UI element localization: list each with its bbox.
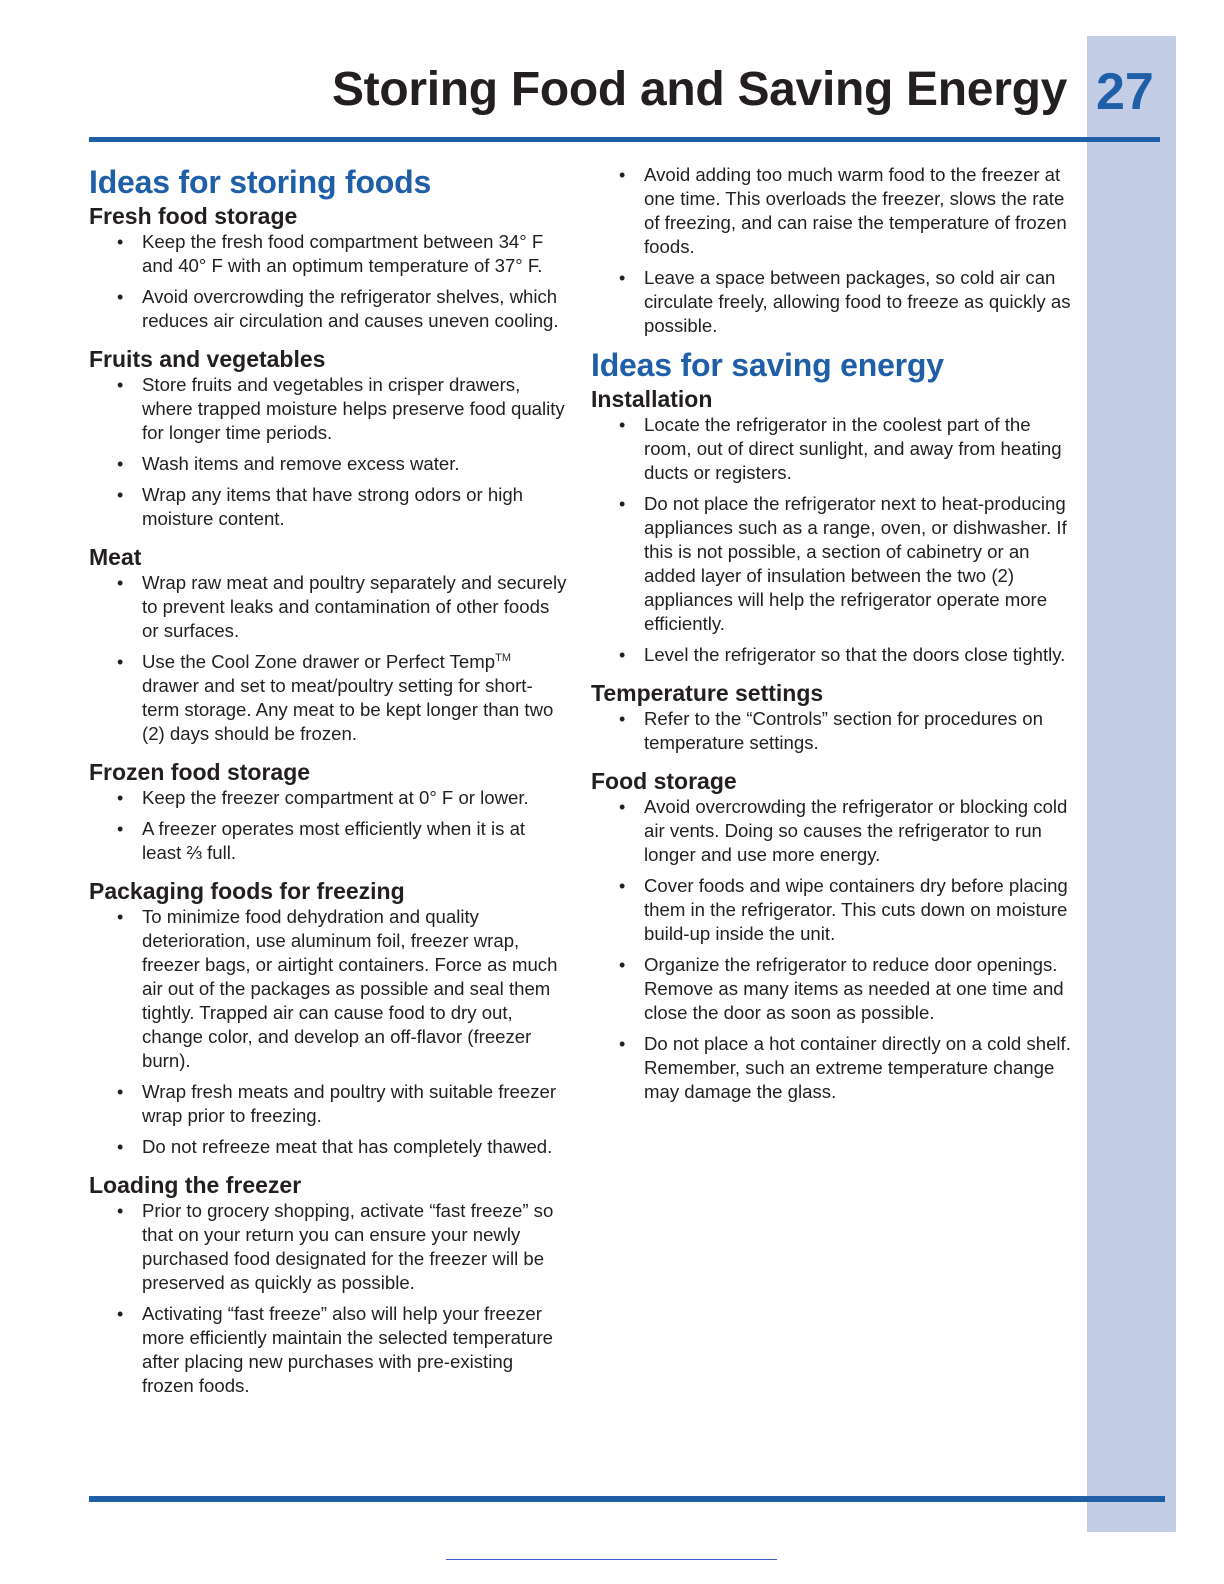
meat-list xyxy=(89,571,569,746)
header-rule xyxy=(89,137,1160,142)
list-item-text: Use the Cool Zone drawer or Perfect Temp xyxy=(142,651,496,672)
page-title: Storing Food and Saving Energy xyxy=(331,63,1067,116)
loading-list xyxy=(89,1199,569,1398)
subheading-frozen-food: Frozen food storage xyxy=(89,759,311,785)
subheading-meat: Meat xyxy=(89,544,142,570)
list-item: • Store fruits and vegetables in crisper drawers, where trapped moisture helps preserve food quality for longer time periods. xyxy=(89,373,569,445)
right-column xyxy=(591,163,1076,1111)
subheading-packaging: Packaging foods for freezing xyxy=(89,878,405,904)
footer-link-underline xyxy=(446,1559,777,1560)
subheading-fresh-food: Fresh food storage xyxy=(89,203,298,229)
list-item: • Locate the refrigerator in the coolest part of the room, out of direct sunlight, and away from heating ducts or registers. xyxy=(591,413,1076,485)
list-item: • Organize the refrigerator to reduce door openings. Remove as many items as needed at one time and close the door as soon as possible. xyxy=(591,953,1076,1025)
installation-list xyxy=(591,413,1076,667)
list-item: • Level the refrigerator so that the doors close tightly. xyxy=(591,643,1076,667)
loading-continued-list xyxy=(591,163,1076,338)
list-item xyxy=(89,650,569,746)
fresh-food-list xyxy=(89,230,569,333)
page-number: 27 xyxy=(1096,63,1154,121)
list-item: • Activating “fast freeze” also will help your freezer more efficiently maintain the selected temperature after placing new purchases with pre-existing frozen foods. xyxy=(89,1302,569,1398)
list-item-text: drawer and set to meat/poultry setting for short-term storage. Any meat to be kept longer than two (2) days should be frozen. xyxy=(142,675,554,744)
list-item: • Keep the freezer compartment at 0° F or lower. xyxy=(89,786,569,810)
list-item: • Avoid adding too much warm food to the freezer at one time. This overloads the freezer, slows the rate of freezing, and can raise the temperature of frozen foods. xyxy=(591,163,1076,259)
list-item: • Avoid overcrowding the refrigerator shelves, which reduces air circulation and causes uneven cooling. xyxy=(89,285,569,333)
packaging-list xyxy=(89,905,569,1159)
list-item: • Do not place the refrigerator next to heat-producing appliances such as a range, oven, or dishwasher. If this is not possible, a section of cabinetry or an added layer of insulation between the two (2) appliances will help the refrigerator operate more efficiently. xyxy=(591,492,1076,636)
subheading-temperature: Temperature settings xyxy=(591,680,824,706)
list-item: • Do not place a hot container directly on a cold shelf. Remember, such an extreme temperature change may damage the glass. xyxy=(591,1032,1076,1104)
subheading-installation: Installation xyxy=(591,386,713,412)
list-item: • Wrap fresh meats and poultry with suitable freezer wrap prior to freezing. xyxy=(89,1080,569,1128)
list-item: • Do not refreeze meat that has completely thawed. xyxy=(89,1135,569,1159)
page-side-band xyxy=(1087,36,1176,1532)
trademark-sup: TM xyxy=(495,651,511,664)
subheading-fruits-vegetables: Fruits and vegetables xyxy=(89,346,326,372)
left-column xyxy=(89,162,569,1405)
section-heading-saving-energy: Ideas for saving energy xyxy=(591,347,944,383)
list-item: • Wrap any items that have strong odors or high moisture content. xyxy=(89,483,569,531)
list-item: • Avoid overcrowding the refrigerator or blocking cold air vents. Doing so causes the refrigerator to run longer and use more energy. xyxy=(591,795,1076,867)
food-storage-list xyxy=(591,795,1076,1104)
subheading-loading: Loading the freezer xyxy=(89,1172,302,1198)
subheading-food-storage: Food storage xyxy=(591,768,737,794)
list-item: • Cover foods and wipe containers dry before placing them in the refrigerator. This cuts down on moisture build-up inside the unit. xyxy=(591,874,1076,946)
list-item: • Wash items and remove excess water. xyxy=(89,452,569,476)
list-item: • Keep the fresh food compartment between 34° F and 40° F with an optimum temperature of 37° F. xyxy=(89,230,569,278)
list-item: • Wrap raw meat and poultry separately and securely to prevent leaks and contamination of other foods or surfaces. xyxy=(89,571,569,643)
frozen-list xyxy=(89,786,569,865)
footer-rule xyxy=(89,1496,1165,1502)
list-item: • A freezer operates most efficiently when it is at least ⅔ full. xyxy=(89,817,569,865)
list-item: • Refer to the “Controls” section for procedures on temperature settings. xyxy=(591,707,1076,755)
section-heading-storing: Ideas for storing foods xyxy=(89,164,432,200)
list-item: • To minimize food dehydration and quality deterioration, use aluminum foil, freezer wrap, freezer bags, or airtight containers. Force as much air out of the packages as possible and seal them tightly. Trapped air can cause food to dry out, change color, and develop an off-flavor (freezer burn). xyxy=(89,905,569,1073)
list-item: • Leave a space between packages, so cold air can circulate freely, allowing food to freeze as quickly as possible. xyxy=(591,266,1076,338)
list-item: • Prior to grocery shopping, activate “fast freeze” so that on your return you can ensure your newly purchased food designated for the freezer will be preserved as quickly as possible. xyxy=(89,1199,569,1295)
temperature-list xyxy=(591,707,1076,755)
fruits-list xyxy=(89,373,569,531)
